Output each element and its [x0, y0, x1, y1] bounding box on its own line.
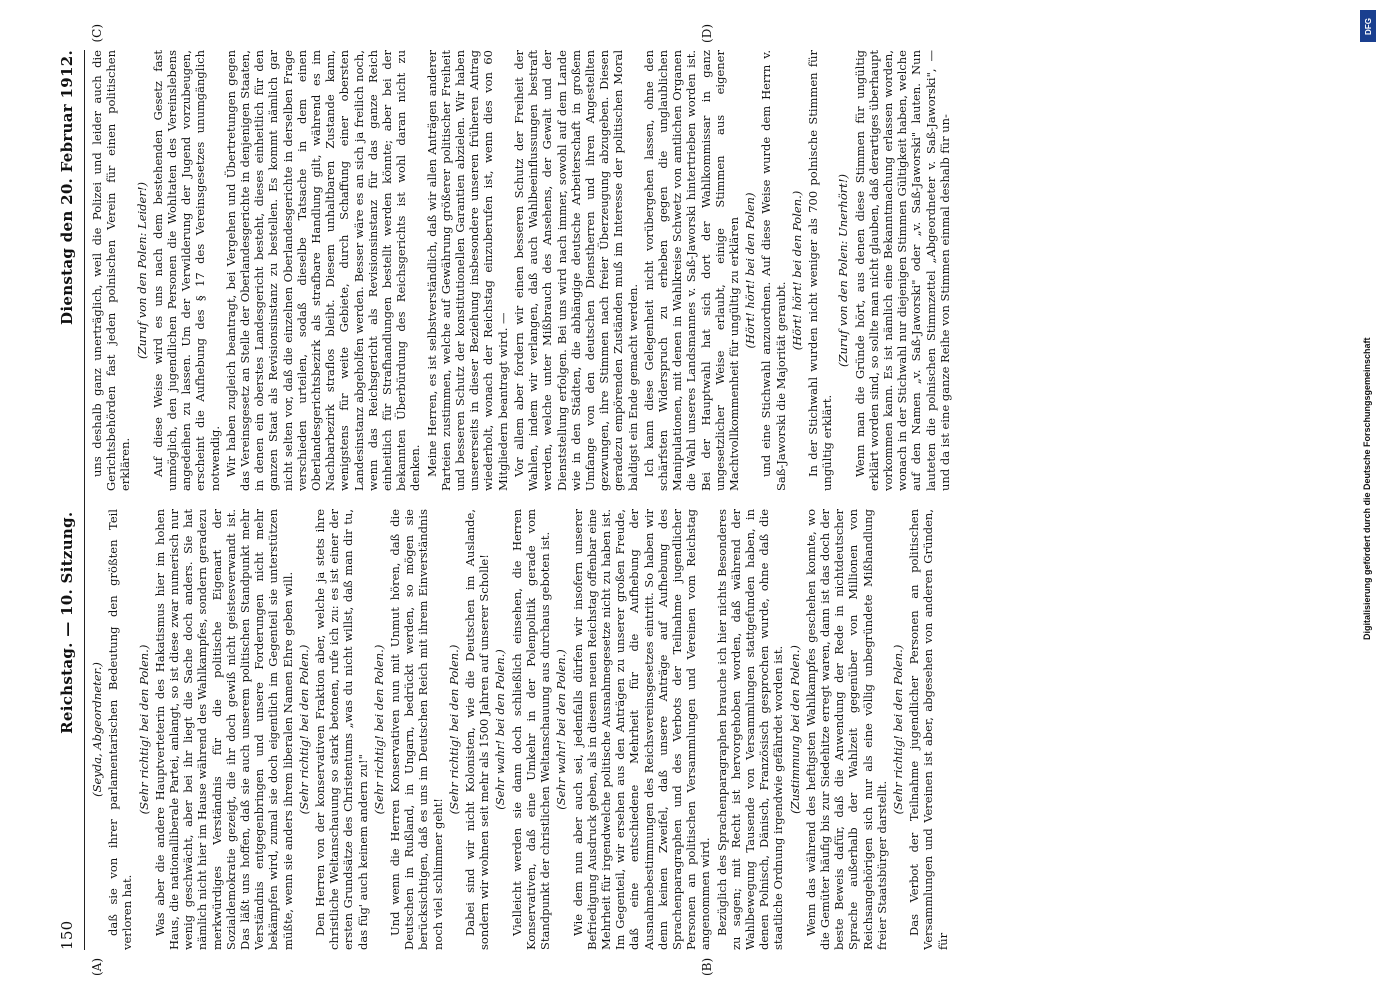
paragraph: Vielleicht werden sie dann doch schließlich einsehen, die Herren Konservativen, daß eine Umkehr in der Polenpolitik gerade vom Standpunkt der christlichen Weltanschauung aus durchaus geboten ist.: [509, 509, 553, 950]
paragraph: Dabei sind wir nicht Kolonisten, wie die Deutschen im Auslande, sondern wir wohnen seit mehr als 1500 Jahren auf unserer Scholle!: [463, 509, 492, 950]
paragraph: Wie dem nun aber auch sei, jedenfalls dürfen wir insofern unserer Befriedigung Ausdruck geben, als in diesem neuen Reichstag offenbar eine Mehrheit für irgendwelche politische Ausnahmegesetze nicht zu haben ist. Im Gegenteil, wir ersehen aus den Anträgen zu unserer großen Freude, daß eine entschiedene Mehrheit für die Aufhebung der Ausnahmebestimmungen des Reichsvereinsgesetzes eintritt. So haben wir denn keinen Zweifel, daß unsere Anträge auf Aufhebung des Sprachenparagraphen und des Verbots der Teilnahme jugendlicher Personen an politischen Versammlungen und Vereinen vom Reichstag angenommen wird.: [570, 509, 713, 950]
paragraph: Bezüglich des Sprachenparagraphen brauche ich hier nichts Besonderes zu sagen; mit Recht ist hervorgehoben worden, daß während der Wahlbewegung Tausende von Versammlungen stattgefunden haben, in denen Polnisch, Dänisch, Französisch gesprochen wurde, ohne daß die staatliche Ordnung irgendwie gefährdet worden ist.: [714, 509, 786, 950]
paragraph: Wenn das während des heftigsten Wahlkampfes geschehen konnte, wo die Gemüter häufig bis zur Siedehitze erregt waren, dann ist das doch der beste Beweis dafür, daß die Anwendung der Rede in nichtdeutscher Sprache außerhalb der Wahlzeit gegenüber von Millionen von Reichsangehörigen sich nur als eine völlig unbegründete Mißhandlung freier Staatsbürger darstellt.: [803, 509, 889, 950]
paragraph: daß sie von ihrer parlamentarischen Bedeutung den größten Teil verloren hat.: [106, 509, 135, 950]
paragraph: Meine Herren, es ist selbstverständlich, daß wir allen Anträgen anderer Parteien zustimmen, welche auf Gewährung größerer politischer Freiheit und besseren Schutz der konstitutionellen Garantien abzielen. Wir haben unsererseits in dieser Beziehung insbesondere unseren früheren Antrag wiederholt, wonach der Reichstag einzuberufen ist, wenn dies von 60 Mitgliedern beantragt wird. —: [424, 50, 510, 491]
interjection: (Zuruf von den Polen: Leider!): [134, 182, 149, 359]
rotated-page-content: [50, 24, 1350, 976]
paragraph: Den Herren von der konservativen Fraktion aber, welche ja stets ihre christliche Weltanschauung so stark betonen, rufe ich zu: es ist einer der ersten Grundsätze des Christentums „was du nicht willst, daß man dir tu, das füg' auch keinem andern zu!": [313, 509, 370, 950]
margin-letter-c: (C): [90, 24, 104, 43]
paragraph: Und wenn die Herren Konservativen nun mit Unmut hören, daß die Deutschen in Rußland, in Ungarn, bedrückt werden, so mögen sie berücksichtigen, daß es uns im Deutschen Reich mit ihrem Einverständnis noch viel schlimmer geht!: [388, 509, 445, 950]
interjection: (Zustimmung bei den Polen.): [787, 645, 802, 814]
paragraph: Wir haben zugleich beantragt, bei Vergehen und Übertretungen gegen das Vereinsgesetz an Stelle der Oberlandesgerichte in denjenigen Staaten, in denen ein oberstes Landesgericht besteht, dieses einheitlich für den ganzen Staat als Revisionsinstanz zu bestellen. Es kommt nämlich gar nicht selten vor, daß die einzelnen Oberlandesgerichte in derselben Frage verschieden urteilen, sodaß dieselbe Tatsache in dem einen Oberlandesgerichtsbezirk als strafbare Handlung gilt, während es im Nachbarbezirk straflos bleibt. Diesem unhaltbaren Zustande kann, wenigstens für weite Gebiete, durch Schaffung einer obersten Landesinstanz abgeholfen werden. Besser wäre es an sich ja freilich noch, wenn das Reichsgericht als Revisionsinstanz für das ganze Reich einheitlich für Strafhandlungen bestellt werden könnte; aber bei der bekannten Überbürdung des Reichsgerichts ist wohl daran nicht zu denken.: [223, 50, 423, 491]
session-title: Reichstag. — 10. Sitzung.: [58, 511, 76, 734]
interjection: (Sehr richtig! bei den Polen.): [446, 644, 461, 815]
interjection: (Sehr wahr! bei den Polen.): [493, 649, 508, 810]
paragraph: und eine Stichwahl anzuordnen. Auf diese Weise wurde dem Herrn v. Saß-Jaworski die Majorität geraubt.: [759, 50, 788, 491]
session-date: Dienstag den 20. Februar 1912.: [58, 50, 76, 325]
paragraph: Das Verbot der Teilnahme jugendlicher Personen an politischen Versammlungen und Vereinen ist aber, abgesehen von anderen Gründen, für: [907, 509, 950, 950]
margin-letter-d: (D): [700, 24, 714, 43]
paragraph: Was aber die andere Hauptverteterin des Hakatismus hier im hohen Haus, die nationalliberale Partei, anlangt, so ist diese zwar numerisch nur wenig geschwächt, aber bei ihr liegt die Sache doch anders. Sie hat nämlich nicht hier im Hause während des Wahlkampfes, sondern geradezu merkwürdiges Verständnis für die politische Eigenart der Sozialdemokratie gezeigt, die ihr doch gewiß nicht geistesverwandt ist. Das läßt uns hoffen, daß sie auch unserem politischen Standpunkt mehr Verständnis entgegenbringen und unsere Forderungen nicht mehr bekämpfen wird, zumal sie doch eigentlich im Gegenteil sie unterstützen müßte, wenn sie anders ihrem liberalen Namen Ehre geben will.: [152, 509, 295, 950]
interjection: (Zuruf von den Polen: Unerhört!): [836, 174, 851, 367]
paragraph: Vor allem aber fordern wir einen besseren Schutz der Freiheit der Wahlen, indem wir verlangen, daß auch Wahlbeeinflussungen bestraft werden, welche unter Mißbrauch des Ansehens, der Gewalt und der Dienststellung erfolgen. Bei uns wird nach immer, sowohl auf dem Lande wie in den Städten, die abhängige deutsche Arbeiterschaft in großem Umfange von den deutschen Dienstherren und ihren Angestellten gezwungen, ihre Stimmen nach freier Überzeugung abzugeben. Diesen geradezu empörenden Zuständen muß im Interesse der politischen Moral baldigst ein Ende gemacht werden.: [511, 50, 640, 491]
paragraph: In der Stichwahl wurden nicht weniger als 700 polnische Stimmen für ungültig erklärt.: [805, 50, 835, 491]
digitization-credit: [1359, 10, 1379, 990]
interjection: (Hört! hört! bei den Polen.): [789, 190, 804, 351]
interjection: (Seyda, Abgeordneter.): [90, 662, 104, 797]
text-columns: [90, 50, 1350, 950]
interjection: (Sehr richtig! bei den Polen.): [296, 644, 311, 815]
interjection: (Sehr richtig! bei den Polen.): [371, 644, 386, 815]
interjection: (Hört! hört! bei den Polen): [743, 192, 758, 349]
margin-letter-b: (B): [700, 957, 714, 976]
interjection: (Sehr wahr! bei den Polen.): [554, 649, 569, 810]
paragraph: Ich kann diese Gelegenheit nicht vorübergehen lassen, ohne den schärfsten Widerspruch zu erheben gegen die unglaublichen Manipulationen, mit denen in Wahlkreise Schwetz von amtlichen Organen die Wahl unseres Landsmannes v. Saß-Jaworski hintertrieben worden ist. Bei der Hauptwahl hat sich dort der Wahlkommissar in ganz ungesetzlicher Weise erlaubt, einige Stimmen aus eigener Machtvollkommenheit für ungültig zu erklären: [641, 50, 741, 491]
dfg-logo: DFG: [1360, 10, 1376, 42]
text-column-left: [90, 509, 1350, 950]
page-number: 150: [58, 920, 76, 950]
paragraph: Wenn man die Gründe hört, aus denen diese Stimmen für ungültig erklärt worden sind, so sollte man nicht glauben, daß derartiges überhaupt vorkommen kann. Es ist nämlich eine Bekanntmachung erlassen worden, wonach in der Stichwahl nur diejenigen Stimmen Gültigkeit haben, welche auf den Namen „v. Saß-Jaworski" oder „v. Saß-Jaworski" lauten. Nun lauteten die polnischen Stimmzettel „Abgeordneter v. Saß-Jaworski", — und da ist eine ganze Reihe von Stimmen einmal deshalb für un-: [852, 50, 952, 491]
paragraph: Auf diese Weise wird es uns nach dem bestehenden Gesetz fast unmöglich, den jugendlichen Personen die Wohltaten des Vereinslebens angedeihen zu lassen. Um der Verwilderung der Jugend vorzubeugen, erscheint die Aufhebung des § 17 des Vereinsgesetzes unumgänglich notwendig.: [150, 50, 222, 491]
interjection: (Sehr richtig! bei den Polen.): [136, 644, 151, 815]
margin-letter-a: (A): [90, 957, 104, 976]
page-header: [50, 50, 85, 950]
interjection: (Sehr richtig! bei den Polen.): [890, 644, 905, 815]
text-column-right: [90, 50, 1350, 491]
paragraph: uns deshalb ganz unerträglich, weil die Polizei und leider auch die Gerichtsbehörden fast jeden polnischen Verein für einen politischen erklären.: [90, 50, 133, 491]
credit-text: Digitalisierung gefördert durch die Deutsche Forschungsgemeinschaft: [1362, 337, 1372, 640]
